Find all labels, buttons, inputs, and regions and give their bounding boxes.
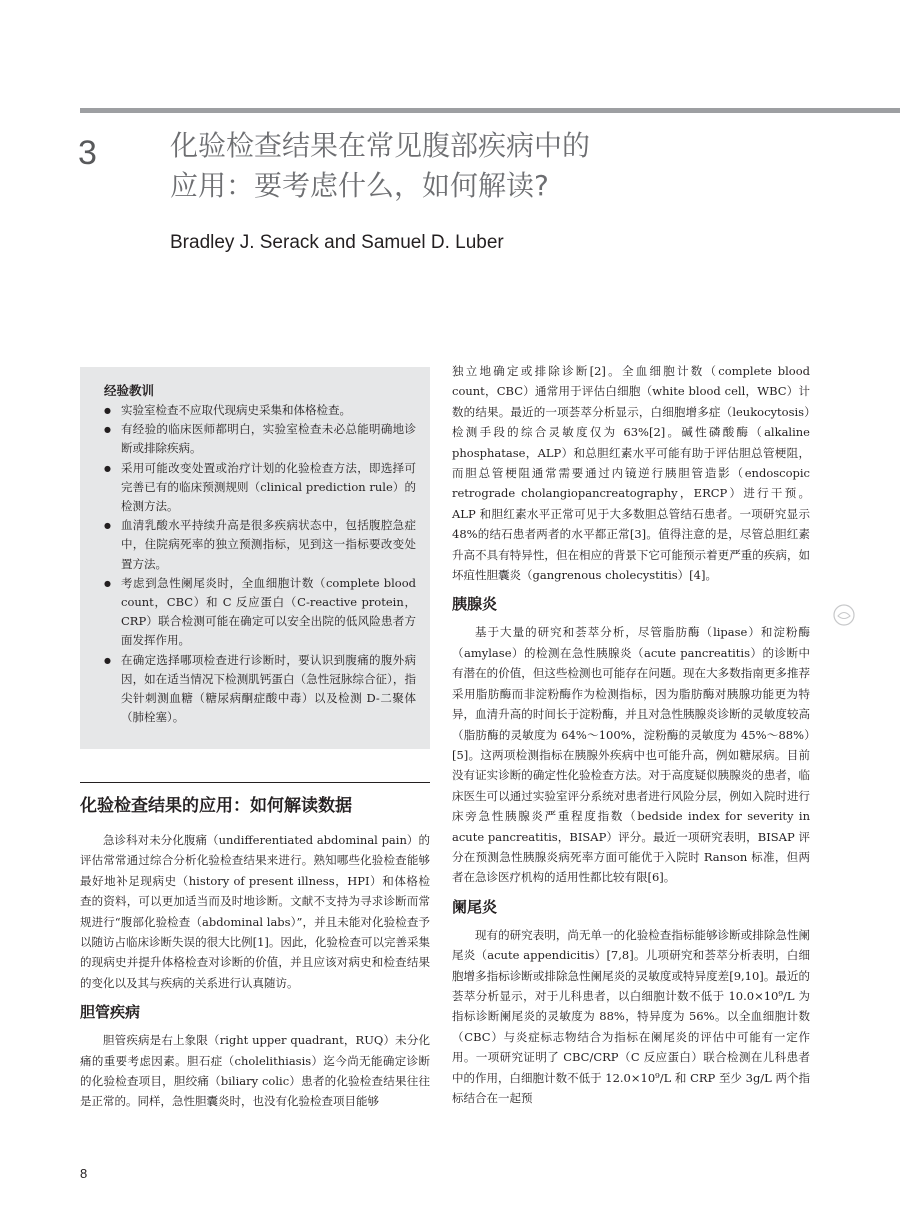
publisher-mark-icon: [833, 604, 855, 626]
lesson-item: ● 血清乳酸水平持续升高是很多疾病状态中，包括腹腔急症中，住院病死率的独立预测指标，见到这一指标要改变处置方法。: [94, 516, 416, 574]
chapter-title: [170, 126, 730, 206]
lesson-item: ● 考虑到急性阑尾炎时，全血细胞计数（complete blood count，CBC）和 C 反应蛋白（C-reactive protein，CRP）联合检测可能在确定可以安全出院的低风险患者方面发挥作用。: [94, 574, 416, 651]
chapter-number: 3: [78, 134, 97, 172]
lesson-item: ● 实验室检查不应取代现病史采集和体格检查。: [94, 401, 416, 420]
chapter-authors: Bradley J. Serack and Samuel D. Luber: [170, 232, 504, 253]
chapter-title-line-1: 化验检查结果在常见腹部疾病中的: [170, 129, 591, 162]
section-title-main: 化验检查结果的应用：如何解读数据: [80, 796, 352, 816]
lesson-item: ● 在确定选择哪项检查进行诊断时，要认识到腹痛的腹外病因，如在适当情况下检测肌钙蛋白（急性冠脉综合征），指尖针刺测血糖（糖尿病酮症酸中毒）以及检测 D-二聚体（肺栓塞）。: [94, 651, 416, 728]
paragraph-biliary-right: 独立地确定或排除诊断[2]。全血细胞计数（complete blood count，CBC）通常用于评估白细胞（white blood cell，WBC）计数的结果。最近的一项荟萃分析显示，白细胞增多症（leukocytosis）检测手段的综合灵敏度仅为 63%[2]。碱性磷酸酶（alkaline phosphatase，ALP）和总胆红素水平可能有助于评估胆总管梗阻，而胆总管梗阻通常需要通过内镜逆行胰胆管造影（endoscopic retrograde cholangiopancreatography，ERCP）进行干预。ALP 和胆红素水平正常可见于大多数胆总管结石患者。一项研究显示 48%的结石患者两者的水平都正常[3]。值得注意的是，尽管总胆红素升高不具有特异性，但在相应的背景下它可能预示着更严重的疾病，如坏疽性胆囊炎（gangrenous cholecystitis）[4]。: [452, 364, 810, 583]
paragraph-pancreatitis: 基于大量的研究和荟萃分析，尽管脂肪酶（lipase）和淀粉酶（amylase）的检测在急性胰腺炎（acute pancreatitis）的诊断中有潜在的价值，但这些检测也可能存在问题。现在大多数指南更多推荐采用脂肪酶而非淀粉酶作为检测指标，因为脂肪酶对胰腺功能更为特异，血清升高的时间长于淀粉酶，并且对急性胰腺炎诊断的灵敏度较高（脂肪酶的灵敏度为 64%～100%，淀粉酶的灵敏度为 45%～88%）[5]。这两项检测指标在胰腺外疾病中也可能升高，例如糖尿病。目前没有证实诊断的确定性化验检查方法。对于高度疑似胰腺炎的患者，临床医生可以通过实验室评分系统对患者进行风险分层，例如入院时进行床旁急性胰腺炎严重程度指数（bedside index for severity in acute pancreatitis，BISAP）评分。最近一项研究表明，BISAP 评分在预测急性胰腺炎病死率方面可能优于入院时 Ranson 标准，但两者在急诊医疗机构的适用性都比较有限[6]。: [452, 625, 810, 885]
section-divider: [80, 782, 430, 783]
lessons-box: [80, 367, 430, 749]
lesson-item: ● 有经验的临床医师都明白，实验室检查未必总能明确地诊断或排除疾病。: [94, 420, 416, 458]
right-column: [452, 361, 810, 1108]
section-title-biliary: 胆管疾病: [80, 1003, 141, 1022]
section-title-pancreatitis: 胰腺炎: [452, 595, 498, 614]
page-number: 8: [80, 1166, 88, 1181]
lesson-item: ● 采用可能改变处置或治疗计划的化验检查方法，即选择可完善已有的临床预测规则（clinical prediction rule）的检测方法。: [94, 459, 416, 517]
paragraph-main: 急诊科对未分化腹痛（undifferentiated abdominal pain）的评估常常通过综合分析化验检查结果来进行。熟知哪些化验检查能够最好地补足现病史（history of present illness，HPI）和体格检查的资料，可以更加适当而及时地诊断。文献不支持为寻求诊断而常规进行“腹部化验检查（abdominal labs）”，并且未能对化验检查予以随访占临床诊断失误的很大比例[1]。因此，化验检查可以完善采集的现病史并提升体格检查对诊断的价值，并且应该对病史和检查结果的变化以及其与疾病的关系进行认真随访。: [80, 833, 430, 990]
paragraph-appendicitis: 现有的研究表明，尚无单一的化验检查指标能够诊断或排除急性阑尾炎（acute appendicitis）[7,8]。儿项研究和荟萃分析表明，白细胞增多指标诊断或排除急性阑尾炎的灵敏度或特异度差[9,10]。最近的荟萃分析显示，对于儿科患者，以白细胞计数不低于 10.0×10⁹/L 为指标诊断阑尾炎的灵敏度为 88%，特异度为 56%。以全血细胞计数（CBC）与炎症标志物结合为指标在阑尾炎的评估中可能有一定作用。一项研究证明了 CBC/CRP（C 反应蛋白）联合检测在儿科患者中的作用，白细胞计数不低于 12.0×10⁹/L 和 CRP 至少 3g/L 两个指标结合在一起预: [452, 927, 810, 1105]
section-title-appendicitis: 阑尾炎: [452, 897, 498, 916]
lessons-list: [94, 401, 416, 727]
left-column: [80, 760, 430, 1112]
lessons-title: 经验教训: [104, 383, 155, 398]
paragraph-biliary-left: 胆管疾病是右上象限（right upper quadrant，RUQ）未分化痛的重要考虑因素。胆石症（cholelithiasis）迄今尚无能确定诊断的化验检查项目，胆绞痛（biliary colic）患者的化验检查结果往往是正常的。同样，急性胆囊炎时，也没有化验检查项目能够: [80, 1033, 430, 1109]
header-rule: [80, 108, 900, 113]
chapter-title-line-2: 应用：要考虑什么，如何解读?: [170, 169, 549, 202]
